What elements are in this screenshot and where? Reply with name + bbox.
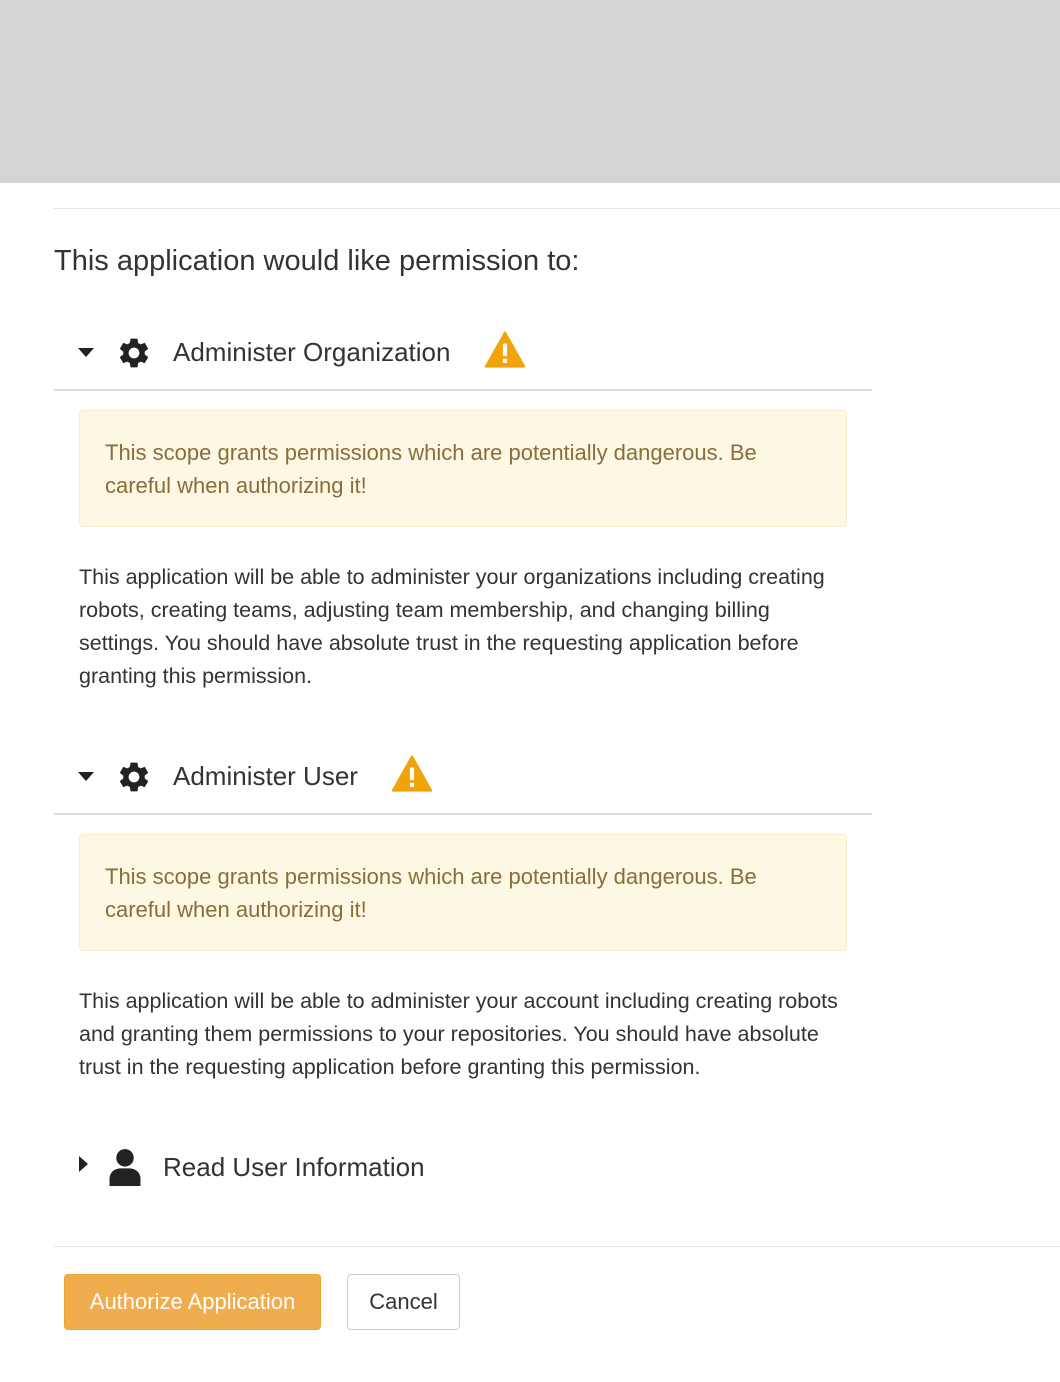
- scope-header-administer-organization[interactable]: [54, 317, 872, 391]
- gear-icon: [116, 335, 152, 371]
- scope-description: This application will be able to administer your organizations including creating robots, creating teams, adjusting team membership, and changing billing settings. You should have absolute trust in the requesting application before granting this permission.: [79, 565, 825, 688]
- warning-icon: [391, 753, 433, 795]
- danger-warning-alert: This scope grants permissions which are potentially dangerous. Be careful when authorizing it!: [79, 410, 847, 527]
- scope-header-administer-user[interactable]: [54, 741, 872, 815]
- gear-icon: [116, 759, 152, 795]
- caret-right-icon[interactable]: [79, 1156, 88, 1172]
- scope-title[interactable]: Read User Information: [163, 1152, 425, 1182]
- permission-intro-heading: This application would like permission to:: [54, 245, 580, 277]
- warning-icon: [484, 329, 526, 371]
- scope-header-read-user-information[interactable]: [54, 1132, 872, 1204]
- scope-title[interactable]: Administer User: [173, 761, 358, 791]
- caret-down-icon[interactable]: [78, 348, 94, 357]
- top-banner: [0, 0, 1060, 183]
- user-icon: [108, 1148, 142, 1186]
- divider: [54, 208, 1060, 209]
- danger-warning-alert: This scope grants permissions which are potentially dangerous. Be careful when authorizing it!: [79, 834, 847, 951]
- caret-down-icon[interactable]: [78, 772, 94, 781]
- scope-description: This application will be able to administer your account including creating robots and granting them permissions to your repositories. You should have absolute trust in the requesting application before granting this permission.: [79, 989, 838, 1079]
- scope-title[interactable]: Administer Organization: [173, 337, 451, 367]
- divider: [54, 1246, 1060, 1247]
- cancel-button[interactable]: Cancel: [347, 1274, 460, 1330]
- authorize-application-button[interactable]: Authorize Application: [64, 1274, 321, 1330]
